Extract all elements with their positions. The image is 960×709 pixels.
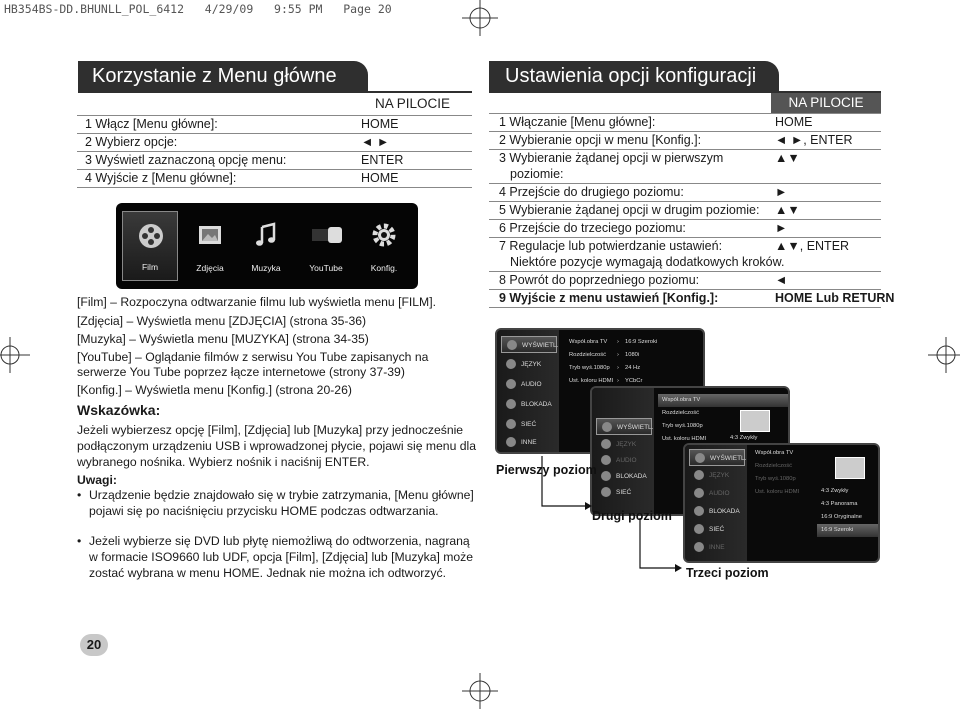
side-item-audio[interactable]: AUDIO [596, 452, 652, 469]
audio-icon [506, 379, 516, 389]
option-item[interactable]: 16:9 Szeroki [817, 524, 879, 537]
setting-row[interactable]: Współ.obra TV › 16:9 Szeroki [569, 339, 658, 345]
setting-row[interactable]: Rozdzielczość › 1080i [569, 352, 640, 358]
option-item[interactable]: 16:9 Oryginalne [821, 514, 862, 520]
home-menu-screenshot [116, 203, 418, 289]
step-row: 4 Przejście do drugiego poziomu: ► [489, 184, 881, 202]
setting-row[interactable]: Współ.obra TV [755, 450, 794, 456]
side-item-inne[interactable]: INNE [689, 539, 745, 556]
menu-item-film[interactable]: Film [122, 211, 178, 281]
menu-item-konfig[interactable]: Konfig. [356, 211, 412, 281]
menu-item-youtube[interactable]: YouTube [298, 211, 354, 281]
step-row: 2 Wybierz opcje: ◄ ► [77, 134, 472, 152]
side-item-wyswietl[interactable]: WYŚWIETL. [596, 418, 652, 435]
description-film: [Film] – Rozpoczyna odtwarzanie filmu lub wyświetla menu [FILM]. [77, 295, 436, 309]
step-row: 3 Wyświetl zaznaczoną opcję menu: ENTER [77, 152, 472, 170]
step-row: 6 Przejście do trzeciego poziomu: ► [489, 220, 881, 238]
language-icon [506, 359, 516, 369]
gear-icon [370, 221, 398, 249]
step-row: 9 Wyjście z menu ustawień [Konfig.]: HOME Lub RETURN [489, 290, 881, 308]
right-steps-table [489, 113, 895, 305]
aspect-options-list [817, 485, 879, 537]
youtube-logo [306, 221, 346, 249]
tv-preview-icon [835, 457, 865, 479]
notes-heading: Uwagi: [77, 473, 117, 487]
step-row: 1 Włączanie [Menu główne]: HOME [489, 114, 881, 132]
lock-icon [506, 399, 516, 409]
current-value: 4:3 Zwykły [730, 435, 758, 441]
setting-row[interactable]: Tryb wyś.1080p [662, 423, 703, 429]
side-item-jezyk[interactable]: JĘZYK [501, 356, 557, 373]
setting-row[interactable]: Tryb wyś.1080p › 24 Hz [569, 365, 641, 371]
level1-panel [565, 336, 695, 388]
side-item-jezyk[interactable]: JĘZYK [689, 467, 745, 484]
side-item-jezyk[interactable]: JĘZYK [596, 436, 652, 453]
side-item-audio[interactable]: AUDIO [501, 376, 557, 393]
left-steps-table [77, 115, 472, 185]
setting-row[interactable]: Ust. koloru HDMI [755, 489, 800, 495]
description-zdjecia: [Zdjęcia] – Wyświetla menu [ZDJĘCIA] (strona 35-36) [77, 314, 367, 328]
network-icon [506, 419, 516, 429]
caption-second-level: Drugi poziom [592, 509, 672, 523]
tv-icon [602, 422, 612, 432]
step-row: 5 Wybieranie żądanej opcji w drugim poziomie: ▲▼ [489, 202, 881, 220]
side-item-inne[interactable]: INNE [501, 434, 557, 451]
crop-mark-top [462, 0, 498, 36]
option-item[interactable]: 4:3 Panorama [821, 501, 858, 507]
left-section-title: Korzystanie z Menu główne [78, 61, 368, 91]
setting-row[interactable]: Tryb wyś.1080p [755, 476, 796, 482]
crop-mark-right [928, 337, 960, 373]
other-icon [506, 437, 516, 447]
right-section-title: Ustawienia opcji konfiguracji [489, 61, 779, 91]
step-row: 8 Powrót do poprzedniego poziomu: ◄ [489, 272, 881, 290]
music-note-icon [252, 221, 280, 249]
hint-text: Jeżeli wybierzesz opcję [Film], [Zdjęcia] lub [Muzyka] przy jednocześnie podłączonym urządzeniu USB i wprowadzonej płycie, pojawi się menu dla wybranego nośnika. Wybierz nośnik i naciśnij ENTER. [77, 423, 477, 469]
side-item-wyswietl[interactable]: WYŚWIETL. [689, 449, 745, 466]
side-item-siec[interactable]: SIEĆ [501, 416, 557, 433]
step-row: 3 Wybieranie żądanej opcji w pierwszym poziomie: ▲▼ [489, 150, 881, 184]
side-item-blokada[interactable]: BLOKADA [596, 468, 652, 485]
hint-heading: Wskazówka: [77, 402, 161, 418]
setup-sidebar [497, 330, 559, 452]
step-row: 4 Wyjście z [Menu główne]: HOME [77, 170, 472, 188]
menu-item-zdjecia[interactable]: Zdjęcia [182, 211, 238, 281]
side-item-blokada[interactable]: BLOKADA [501, 396, 557, 413]
tv-icon [507, 340, 517, 350]
side-item-siec[interactable]: SIEĆ [689, 521, 745, 538]
side-item-audio[interactable]: AUDIO [689, 485, 745, 502]
option-item[interactable]: 4:3 Zwykły [821, 488, 849, 494]
left-title-rule [78, 91, 472, 93]
note-item: • Jeżeli wybierze się DVD lub płytę niemożliwą do odtworzenia, nagraną w formacie ISO9660 lub UDF, opcja [Film], [Zdjęcia] lub [Muzyka] może zostać wybrana w menu HOME. Jednak nie można ich odtworzyć. [77, 534, 474, 580]
setting-row[interactable]: Rozdzielczość [755, 463, 793, 469]
step-row: 2 Wybieranie opcji w menu [Konfig.]: ◄ ►, ENTER [489, 132, 881, 150]
step-row: 7 Regulacje lub potwierdzanie ustawień: Niektóre pozycje wymagają dodatkowych kroków. ▲▼, ENTER [489, 238, 881, 272]
description-muzyka: [Muzyka] – Wyświetla menu [MUZYKA] (strona 34-35) [77, 332, 369, 346]
setting-row[interactable]: Rozdzielczość [662, 410, 700, 416]
film-reel-icon [137, 222, 165, 250]
crop-mark-bottom [462, 673, 498, 709]
step-row: 1 Włącz [Menu główne]: HOME [77, 116, 472, 134]
setting-row[interactable]: Ust. koloru HDMI [662, 436, 707, 442]
setting-row[interactable]: Ust. koloru HDMI › YCbCr [569, 378, 643, 384]
setting-row[interactable]: Współ.obra TV [658, 394, 788, 407]
crop-mark-left [0, 337, 30, 373]
tv-preview-icon [740, 410, 770, 432]
side-item-blokada[interactable]: BLOKADA [689, 503, 745, 520]
menu-item-muzyka[interactable]: Muzyka [238, 211, 294, 281]
note-item: • Urządzenie będzie znajdowało się w trybie zatrzymania, [Menu główne] pojawi się po naciśnięciu przycisku HOME podczas odtwarzania. [77, 488, 474, 518]
description-youtube: [YouTube] – Oglądanie filmów z serwisu You Tube zapisanych na serwerze You Tube poprzez łącze internetowe (strony 37-39) [77, 350, 429, 379]
side-item-wyswietl[interactable]: WYŚWIETL. [501, 336, 557, 353]
photo-icon [196, 221, 224, 249]
description-konfig: [Konfig.] – Wyświetla menu [Konfig.] (strona 20-26) [77, 383, 352, 397]
right-remote-label: NA PILOCIE [771, 93, 881, 113]
caption-first-level: Pierwszy poziom [496, 463, 597, 477]
side-item-siec[interactable]: SIEĆ [596, 484, 652, 501]
print-header: HB354BS-DD.BHUNLL_POL_6412 4/29/09 9:55 PM Page 20 [4, 2, 392, 16]
language-icon [601, 439, 611, 449]
left-remote-label: NA PILOCIE [375, 96, 451, 111]
page-number: 20 [80, 634, 108, 656]
caption-third-level: Trzeci poziom [686, 566, 769, 580]
